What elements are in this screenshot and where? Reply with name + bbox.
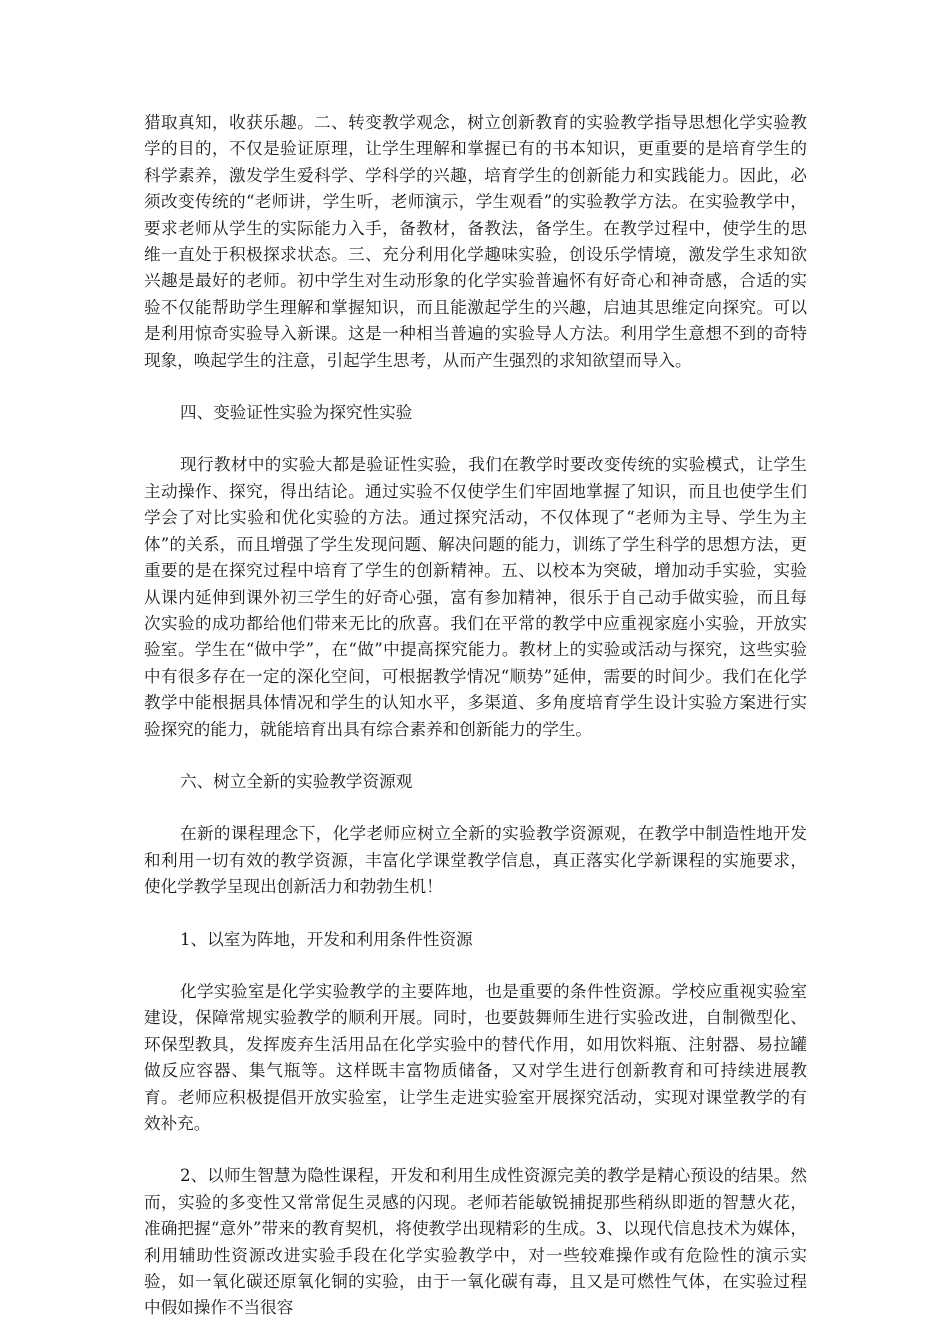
paragraph-gap xyxy=(144,743,807,769)
paragraph-gap xyxy=(144,953,807,979)
paragraph-2: 现行教材中的实验大都是验证性实验，我们在教学时要改变传统的实验模式，让学生主动操作、探究，得出结论。通过实验不仅使学生们牢固地掌握了知识，而且也使学生们学会了对比实验和优化实验的方法。通过探究活动，不仅体现了“老师为主导、学生为主体”的关系，而且增强了学生发现问题、解决问题的能力，训练了学生科学的思想方法，更重要的是在探究过程中培育了学生的创新精神。五、以校本为突破，增加动手实验，实验从课内延伸到课外初三学生的好奇心强，富有参加精神，很乐于自己动手做实验，而且每次实验的成功都给他们带来无比的欣喜。我们在平常的教学中应重视家庭小实验，开放实验室。学生在“做中学”，在“做”中提高探究能力。教材上的实验或活动与探究，这些实验中有很多存在一定的深化空间，可根据教学情况“顺势”延伸，需要的时间少。我们在化学教学中能根据具体情况和学生的认知水平，多渠道、多角度培育学生设计实验方案进行实验探究的能力，就能培育出具有综合素养和创新能力的学生。 xyxy=(144,455,807,739)
paragraph-3: 在新的课程理念下，化学老师应树立全新的实验教学资源观，在教学中制造性地开发和利用一切有效的教学资源，丰富化学课堂教学信息，真正落实化学新课程的实施要求，使化学教学呈现出创新活力和勃勃生机！ xyxy=(144,824,807,897)
paragraph-1: 猎取真知，收获乐趣。二、转变教学观念，树立创新教育的实验教学指导思想化学实验教学的目的，不仅是验证原理，让学生理解和掌握已有的书本知识，更重要的是培育学生的科学素养，激发学生爱科学、学科学的兴趣，培育学生的创新能力和实践能力。因此，必须改变传统的“老师讲，学生听，老师演示，学生观看”的实验教学方法。在实验教学中，要求老师从学生的实际能力入手，备教材，备教法，备学生。在教学过程中，使学生的思维一直处于积极探求状态。三、充分利用化学趣味实验，创设乐学情境，激发学生求知欲兴趣是最好的老师。初中学生对生动形象的化学实验普遍怀有好奇心和神奇感，合适的实验不仅能帮助学生理解和掌握知识，而且能激起学生的兴趣，启迪其思维定向探究。可以是利用惊奇实验导入新课。这是一种相当普遍的实验导人方法。利用学生意想不到的奇特现象，唤起学生的注意，引起学生思考，从而产生强烈的求知欲望而导入。 xyxy=(144,113,807,370)
subheading-1: 1、以室为阵地，开发和利用条件性资源 xyxy=(180,929,473,949)
section-heading-4: 四、变验证性实验为探究性实验 xyxy=(180,403,413,423)
paragraph-5: 2、以师生智慧为隐性课程，开发和利用生成性资源完美的教学是精心预设的结果。然而，实验的多变性又常常促生灵感的闪现。老师若能敏锐捕捉那些稍纵即逝的智慧火花，准确把握“意外”带来的教育契机，将使教学出现精彩的生成。3、以现代信息技术为媒体，利用辅助性资源改进实验手段在化学实验教学中，对一些较难操作或有危险性的演示实验，如一氧化碳还原氧化铜的实验，由于一氧化碳有毒，且又是可燃性气体，在实验过程中假如操作不当很容 xyxy=(144,1166,807,1318)
paragraph-gap xyxy=(144,1137,807,1163)
document-page xyxy=(144,110,807,1322)
paragraph-gap xyxy=(144,901,807,927)
paragraph-gap xyxy=(144,795,807,821)
paragraph-gap xyxy=(144,426,807,452)
section-heading-6: 六、树立全新的实验教学资源观 xyxy=(180,771,413,791)
paragraph-4: 化学实验室是化学实验教学的主要阵地，也是重要的条件性资源。学校应重视实验室建设，保障常规实验教学的顺利开展。同时，也要鼓舞师生进行实验改进，自制微型化、环保型教具，发挥废弃生活用品在化学实验中的替代作用，如用饮料瓶、注射器、易拉罐做反应容器、集气瓶等。这样既丰富物质储备，又对学生进行创新教育和可持续进展教育。老师应积极提倡开放实验室，让学生走进实验室开展探究活动，实现对课堂教学的有效补充。 xyxy=(144,981,807,1133)
paragraph-gap xyxy=(144,374,807,400)
